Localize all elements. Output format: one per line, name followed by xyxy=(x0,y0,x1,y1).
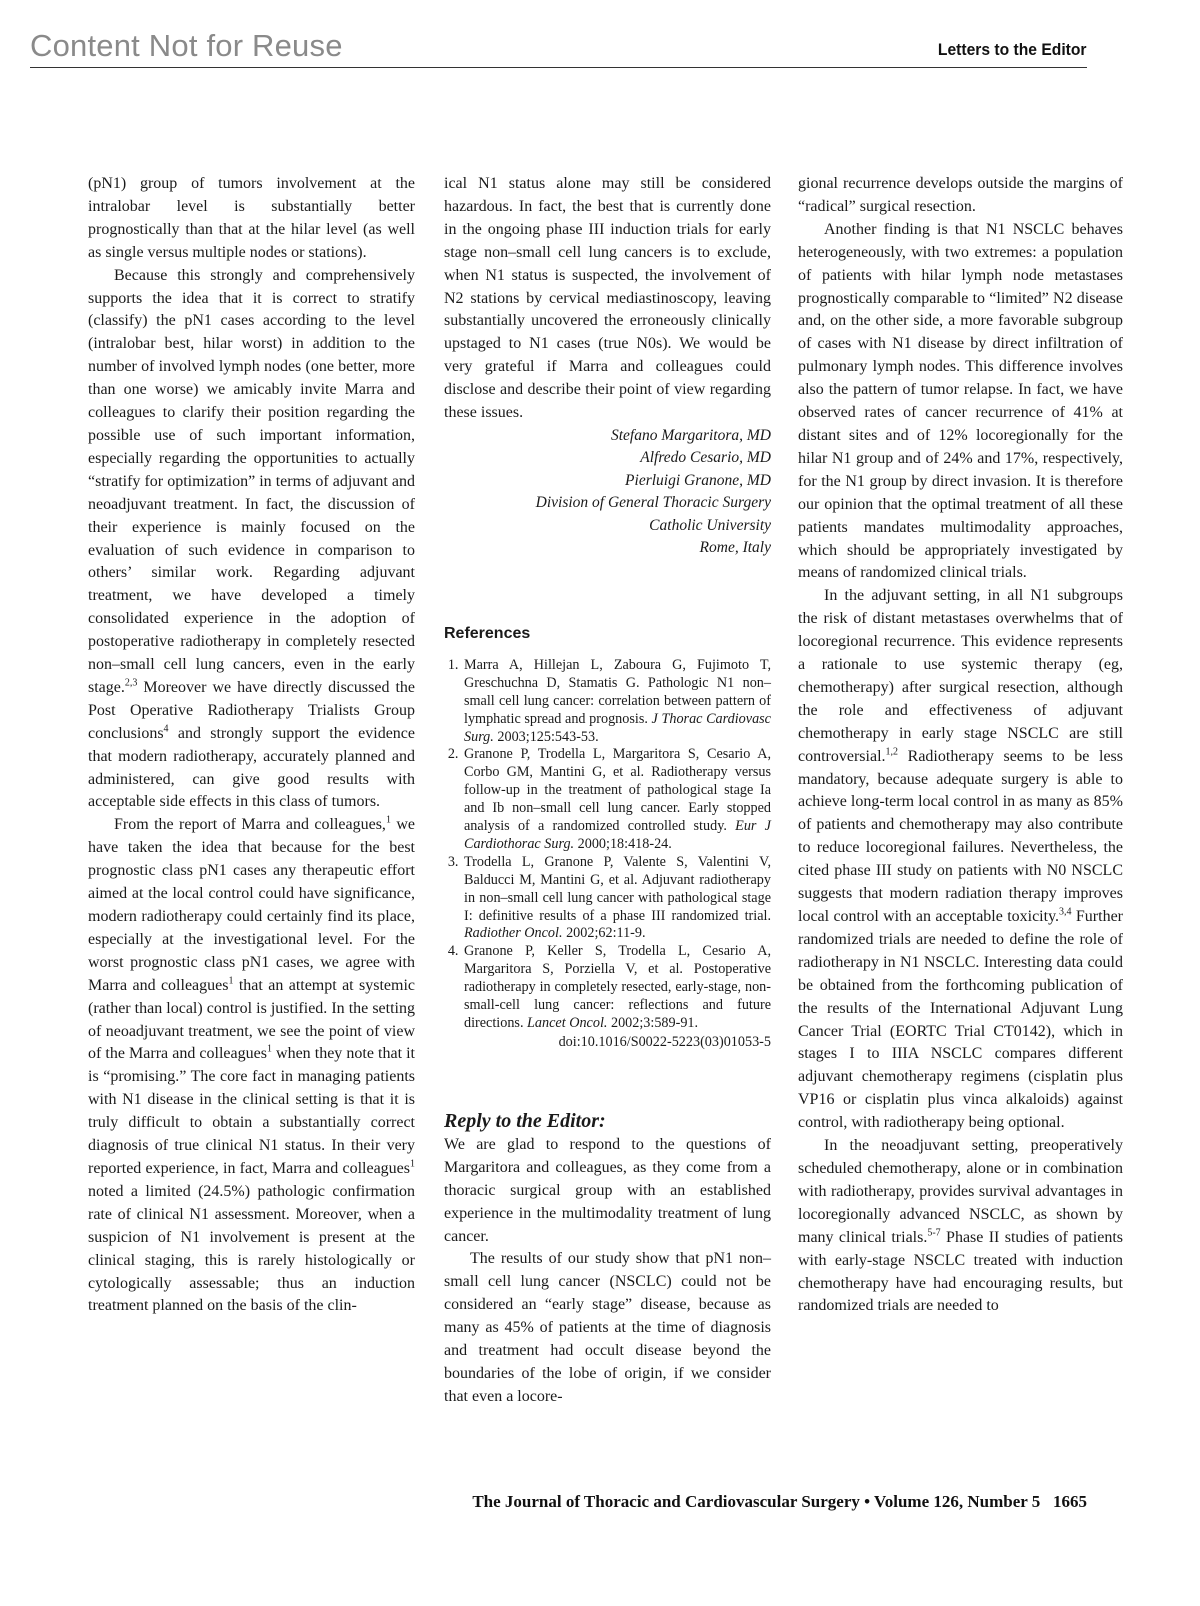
text-column-3 xyxy=(798,173,1123,1318)
text-column-2 xyxy=(444,173,771,1409)
reply-heading: Reply to the Editor: xyxy=(444,1109,606,1132)
reference-journal: Radiother Oncol. xyxy=(464,925,563,942)
paragraph xyxy=(88,265,415,815)
text-run: that an attempt at systemic (rather than local) control is justified. In the setting of neoadjuvant treatment, we see the point of view of the Marra and colleagues xyxy=(88,976,415,1063)
references-list xyxy=(444,657,771,1033)
signature-line: Rome, Italy xyxy=(699,539,771,557)
reference-text: Trodella L, Granone P, Valente S, Valentini V, Balducci M, Mantini G, et al. Adjuvant radiotherapy in non–small cell lung cancer with pathological stage I: definitive results of a phase III randomized trial. xyxy=(464,853,771,924)
signature-line: Stefano Margaritora, MD xyxy=(610,426,771,444)
paragraph xyxy=(798,585,1123,1135)
citation-superscript: 1 xyxy=(228,975,234,987)
doi-line: doi:10.1016/S0022-5223(03)01053-5 xyxy=(558,1033,771,1050)
text-run: we have taken the idea that because for the best prognostic class pN1 cases any therapeutic effort aimed at the local control could have significance, modern radiotherapy could certainly find its place, especially at the investigational level. For the worst prognostic class pN1 cases, we agree with Marra and colleagues xyxy=(88,816,416,994)
author-signature xyxy=(444,425,771,560)
reference-item xyxy=(462,657,771,747)
section-label: Letters to the Editor xyxy=(938,40,1087,59)
paragraph: gional recurrence develops outside the margins of “radical” surgical resection. xyxy=(798,175,1123,215)
text-run: and strongly support the evidence that modern radiotherapy, accurately planned and administered, can give good results with acceptable side effects in this class of tumors. xyxy=(88,724,415,811)
signature-line: Division of General Thoracic Surgery xyxy=(535,494,771,512)
citation-superscript: 1 xyxy=(410,1158,415,1170)
text-run: In the neoadjuvant setting, preoperatively scheduled chemotherapy, alone or in combination with radiotherapy, provides survival advantages in locoregionally advanced NSCLC, as shown by many clinical trials. xyxy=(798,1137,1123,1246)
text-run: noted a limited (24.5%) pathologic confirmation rate of clinical N1 assessment. Moreover, when a suspicion of N1 involvement is present at the clinical staging, this is rarely histologically or cytologically assessable; thus an induction treatment planned on the basis of the clin- xyxy=(88,1182,415,1315)
text-run: Moreover we have directly discussed the Post Operative Radiotherapy Trialists Group conclusions xyxy=(88,678,415,742)
citation-superscript: 1,2 xyxy=(885,746,899,758)
text-run: Because this strongly and comprehensively supports the idea that it is correct to stratify (classify) the pN1 cases according to the level (intralobar best, hilar worst) in addition to the number of involved lymph nodes (one better, more than one worse) we amicably invite Marra and colleagues to clarify their position regarding the possible use of such important information, especially regarding the opportunities to actually “stratify for optimization” in terms of adjuvant and neoadjuvant treatment. In fact, the discussion of their experience is mainly focused on the evaluation of such evidence in comparison to others’ similar work. Regarding adjuvant treatment, we have developed a timely consolidated experience in the adoption of postoperative radiotherapy in completely resected non–small cell lung cancers, even in the early stage. xyxy=(88,266,415,696)
text-run: Further randomized trials are needed to define the role of radiotherapy in N1 NSCLC. Interesting data could be obtained from the forthcoming publication of the results of the International Adjuvant Lung Cancer Trial (EORTC Trial CT0142), which in stages I to IIIA NSCLC compares different adjuvant chemotherapy regimens (cisplatin plus VP16 or cisplatin plus vinca alkaloids) against control, with radiotherapy being optional. xyxy=(798,908,1123,1132)
reference-tail: 2003;125:543-53. xyxy=(493,728,599,745)
text-run: Radiotherapy seems to be less mandatory, because adequate surgery is able to achieve long-term local control in as many as 85% of patients and chemotherapy may also contribute to reduce locoregional failures. Nevertheless, the cited phase III study on patients with N0 NSCLC suggests that modern radiation therapy improves local control with an acceptable toxicity. xyxy=(798,747,1123,925)
reference-journal: J Thorac Cardiovasc Surg. xyxy=(464,710,771,745)
paragraph: The results of our study show that pN1 non–small cell lung cancer (NSCLC) could not be considered an “early stage” disease, because as many as 45% of patients at the time of diagnosis and treatment had occult disease beyond the boundaries of the lobe of origin, if we consider that even a locore- xyxy=(444,1250,771,1405)
text-run: In the adjuvant setting, in all N1 subgroups the risk of distant metastases overwhelms that of locoregional recurrence. This evidence represents a rationale to use systemic therapy (eg, chemotherapy) after surgical resection, although the role and effectiveness of adjuvant chemotherapy in early stage NSCLC are still controversial. xyxy=(798,587,1123,765)
reference-journal: Lancet Oncol. xyxy=(527,1015,608,1031)
text-column-1 xyxy=(88,173,415,1318)
citation-superscript: 3,4 xyxy=(1059,906,1072,918)
text-run: From the report of Marra and colleagues, xyxy=(114,816,386,834)
paragraph: We are glad to respond to the questions of Margaritora and colleagues, as they come from a thoracic surgical group with an established experience in the multimodality treatment of lung cancer. xyxy=(444,1135,771,1245)
citation-superscript: 1 xyxy=(266,1044,272,1056)
watermark-text: Content Not for Reuse xyxy=(30,28,343,63)
text-run: when they note that it is “promising.” The core fact in managing patients with N1 disease in the clinical setting is that it is truly difficult to obtain a substantially correct diagnosis of true clinical N1 status. In their very reported experience, in fact, Marra and colleagues xyxy=(88,1045,415,1177)
reference-text: Granone P, Keller S, Trodella L, Cesario A, Margaritora S, Porziella V, et al. Postoperative radiotherapy in completely resected, early-stage, non-small-cell lung cancer: reflections and future directions. xyxy=(464,943,771,1031)
citation-superscript: 5-7 xyxy=(927,1227,941,1239)
paragraph: (pN1) group of tumors involvement at the intralobar level is substantially better prognostically than that at the hilar level (as well as single versus multiple nodes or stations). xyxy=(88,175,415,261)
citation-superscript: 2,3 xyxy=(124,677,138,689)
page-footer xyxy=(472,1492,1087,1512)
reference-item xyxy=(462,746,771,853)
reference-tail: 2000;18:418-24. xyxy=(574,835,672,852)
signature-line: Pierluigi Granone, MD xyxy=(625,471,771,489)
reference-tail: 2002;62:11-9. xyxy=(562,925,646,942)
references-heading: References xyxy=(444,624,531,642)
paragraph xyxy=(88,814,415,1318)
signature-line: Alfredo Cesario, MD xyxy=(640,449,771,467)
paragraph: ical N1 status alone may still be considered hazardous. In fact, the best that is currently done in the ongoing phase III induction trials for early stage non–small cell lung cancers is to exclude, when N1 status is suspected, the involvement of N2 stations by cervical mediastinoscopy, leaving substantially uncovered the erroneously clinically upstaged to N1 cases (true N0s). We would be very grateful if Marra and colleagues could disclose and describe their point of view regarding these issues. xyxy=(444,175,771,422)
reference-journal: Eur J Cardiothorac Surg. xyxy=(464,818,771,852)
reference-text: Marra A, Hillejan L, Zaboura G, Fujimoto T, Greschuchna D, Stamatis G. Pathologic N1 non–small cell lung cancer: correlation between pattern of lymphatic spread and prognosis. xyxy=(464,656,771,727)
reference-item xyxy=(462,854,771,944)
paragraph: Another finding is that N1 NSCLC behaves heterogeneously, with two extremes: a population of patients with hilar lymph node metastases prognostically comparable to “limited” N2 disease and, on the other side, a more favorable subgroup of cases with N1 disease by direct infiltration of pulmonary lymph nodes. This difference involves also the pattern of tumor relapse. In fact, we have observed rates of cancer recurrence of 41% at distant sites and of 12% locoregionally for the hilar N1 group and of 24% and 17%, respectively, for the N1 group by direct invasion. It is therefore our opinion that the optimal treatment of all these patients mandates multimodality approaches, which should be appropriately investigated by means of randomized clinical trials. xyxy=(798,220,1123,582)
citation-superscript: 1 xyxy=(385,815,391,827)
journal-line: The Journal of Thoracic and Cardiovascular Surgery • Volume 126, Number 5 xyxy=(472,1492,1041,1511)
citation-superscript: 4 xyxy=(163,723,169,735)
page-number: 1665 xyxy=(1053,1492,1087,1511)
reference-text: Granone P, Trodella L, Margaritora S, Cesario A, Corbo GM, Mantini G, et al. Radiotherapy versus follow-up in the treatment of pathological stage Ia and Ib non–small cell lung cancer. Early stopped analysis of a randomized controlled study. xyxy=(464,746,771,835)
text-run: Phase II studies of patients with early-stage NSCLC treated with induction chemotherapy have had encouraging results, but randomized trials are needed to xyxy=(798,1228,1123,1315)
reference-item xyxy=(462,943,771,1033)
header-rule xyxy=(30,67,1087,68)
reference-tail: 2002;3:589-91. xyxy=(607,1015,699,1031)
signature-line: Catholic University xyxy=(649,516,771,534)
paragraph xyxy=(798,1135,1123,1318)
